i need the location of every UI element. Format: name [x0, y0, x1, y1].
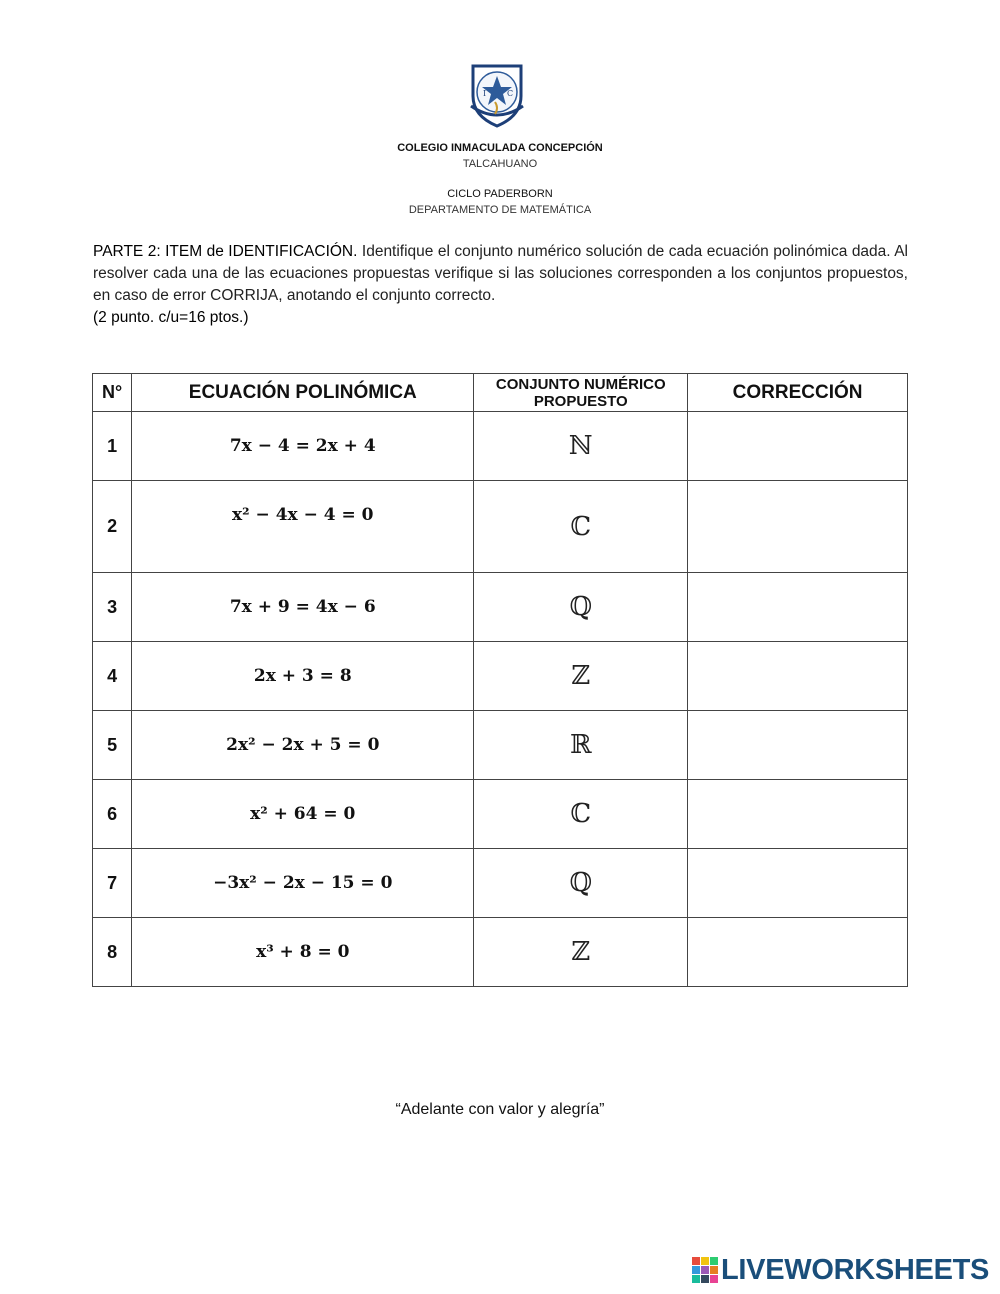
liveworksheets-brand: [692, 1255, 989, 1285]
department-name: DEPARTAMENTO DE MATEMÁTICA: [408, 204, 592, 216]
row-number: 4: [93, 642, 132, 711]
school-motto: “Adelante con valor y alegría”: [395, 1101, 605, 1118]
row-equation: x² + 64 = 0: [132, 780, 474, 849]
row-proposed-set: ℂ: [474, 780, 688, 849]
correction-input-6[interactable]: [688, 803, 907, 826]
table-row: [93, 711, 908, 780]
header-number: N°: [93, 374, 132, 412]
points-note: (2 punto. c/u=16 ptos.): [93, 309, 249, 326]
cycle-name: CICLO PADERBORN: [447, 188, 553, 200]
table-row: [93, 918, 908, 987]
row-proposed-set: ℚ: [474, 849, 688, 918]
school-name: COLEGIO INMACULADA CONCEPCIÓN: [397, 142, 603, 154]
row-number: 8: [93, 918, 132, 987]
school-crest-logo: [465, 52, 529, 130]
liveworksheets-logo-icon: [692, 1257, 718, 1283]
row-number: 5: [93, 711, 132, 780]
row-number: 7: [93, 849, 132, 918]
correction-input-5[interactable]: [688, 734, 907, 757]
row-equation: −3x² − 2x − 15 = 0: [132, 849, 474, 918]
instructions-paragraph: [93, 241, 908, 329]
row-proposed-set: ℝ: [474, 711, 688, 780]
correction-input-4[interactable]: [688, 665, 907, 688]
row-proposed-set: ℂ: [474, 481, 688, 573]
table-row: [93, 849, 908, 918]
row-equation: 7x + 9 = 4x − 6: [132, 573, 474, 642]
table-header-row: [93, 374, 908, 412]
header-set-line1: CONJUNTO NUMÉRICO: [495, 375, 666, 393]
instructions-label: PARTE 2: ITEM de IDENTIFICACIÓN.: [93, 243, 358, 260]
row-correction-cell: [688, 849, 908, 918]
row-proposed-set: ℚ: [474, 573, 688, 642]
row-proposed-set: ℤ: [474, 642, 688, 711]
school-city: TALCAHUANO: [462, 158, 538, 170]
row-equation: x² − 4x − 4 = 0: [132, 481, 474, 573]
correction-input-2[interactable]: [688, 515, 907, 538]
row-equation: 2x² − 2x + 5 = 0: [132, 711, 474, 780]
row-number: 2: [93, 481, 132, 573]
row-correction-cell: [688, 780, 908, 849]
row-correction-cell: [688, 412, 908, 481]
table-row: [93, 573, 908, 642]
row-equation: x³ + 8 = 0: [132, 918, 474, 987]
row-proposed-set: ℕ: [474, 412, 688, 481]
correction-input-8[interactable]: [688, 941, 907, 964]
correction-input-3[interactable]: [688, 596, 907, 619]
row-number: 6: [93, 780, 132, 849]
table-row: [93, 780, 908, 849]
header-equation: ECUACIÓN POLINÓMICA: [132, 374, 474, 412]
worksheet-table: [92, 373, 908, 987]
liveworksheets-wordmark: LIVEWORKSHEETS: [721, 1253, 990, 1286]
row-correction-cell: [688, 711, 908, 780]
header-correction: CORRECCIÓN: [688, 374, 908, 412]
header-proposed-set: [474, 374, 688, 412]
row-equation: 2x + 3 = 8: [132, 642, 474, 711]
header-set-line2: PROPUESTO: [533, 392, 628, 410]
row-number: 1: [93, 412, 132, 481]
correction-input-1[interactable]: [688, 435, 907, 458]
row-correction-cell: [688, 918, 908, 987]
svg-text:C: C: [507, 89, 514, 98]
row-correction-cell: [688, 642, 908, 711]
instructions-text: Identifique el conjunto numérico solución de cada ecuación polinómica dada. Al resolver cada una de las ecuaciones propuestas verifique si las soluciones corresponden a los conjuntos propuestos, en caso de error CORRIJA, anotando el conjunto correcto.: [93, 243, 908, 304]
table-row: [93, 481, 908, 573]
row-correction-cell: [688, 481, 908, 573]
correction-input-7[interactable]: [688, 872, 907, 895]
row-correction-cell: [688, 573, 908, 642]
row-equation: 7x − 4 = 2x + 4: [132, 412, 474, 481]
svg-text:I: I: [483, 89, 487, 98]
row-number: 3: [93, 573, 132, 642]
table-row: [93, 642, 908, 711]
table-row: [93, 412, 908, 481]
row-proposed-set: ℤ: [474, 918, 688, 987]
